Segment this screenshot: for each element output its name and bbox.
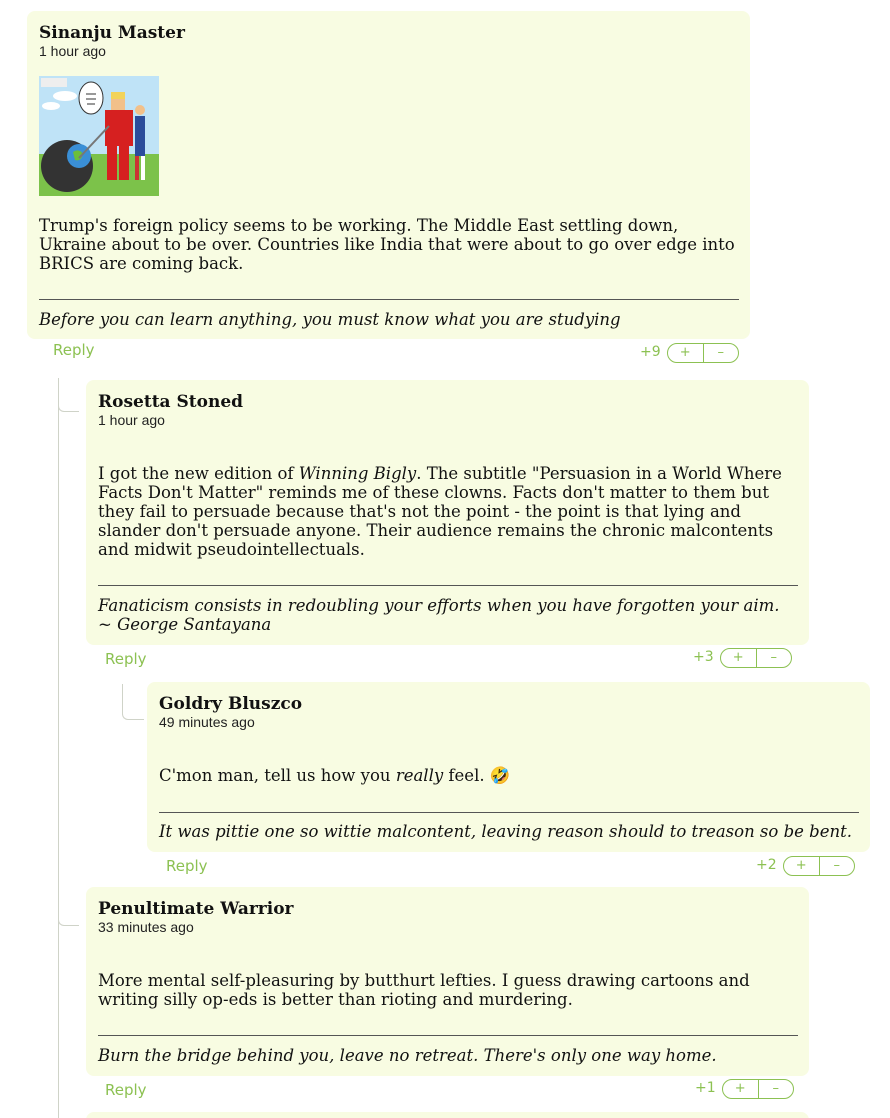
thread-elbow [58, 378, 79, 412]
comment-score: +2 [756, 857, 777, 873]
comment-signature: Fanaticism consists in redoubling your efforts when you have forgotten your aim. ~ George Santayana [98, 596, 780, 634]
comment-timestamp[interactable]: 33 minutes ago [98, 919, 194, 935]
vote-control [783, 856, 855, 876]
comment-body: I got the new edition of Winning Bigly. The subtitle "Persuasion in a World Where Facts Don't Matter" reminds me of these clowns. Facts don't matter to them but they fail to persuade because that's not the point - the point is that lying and slander don't persuade anyone. Their audience remains the chronic malcontents and midwit pseudointellectuals. [98, 464, 782, 559]
comment-body: Trump's foreign policy seems to be working. The Middle East settling down, Ukraine about to be over. Countries like India that were about to go over edge into BRICS are coming back. [39, 216, 735, 273]
vote-control [720, 648, 792, 668]
signature-divider [98, 1035, 798, 1036]
upvote-button[interactable]: + [679, 345, 691, 360]
upvote-button[interactable]: + [734, 1081, 746, 1096]
comment-score: +3 [693, 649, 714, 665]
comment-timestamp[interactable]: 1 hour ago [39, 43, 106, 59]
comment-score: +1 [695, 1080, 716, 1096]
downvote-button[interactable]: – [819, 857, 855, 875]
comment-card [86, 887, 809, 1076]
comment-card [147, 682, 870, 852]
comment-author[interactable]: Rosetta Stoned [98, 392, 244, 412]
comment-card [86, 380, 809, 645]
comment-timestamp[interactable]: 1 hour ago [98, 412, 165, 428]
reply-button[interactable]: Reply [105, 650, 147, 668]
cartoon-image[interactable] [39, 76, 159, 196]
reply-button[interactable]: Reply [53, 341, 95, 359]
downvote-button[interactable]: – [756, 649, 792, 667]
upvote-button[interactable]: + [795, 858, 807, 873]
reply-button[interactable]: Reply [166, 857, 208, 875]
thread-line [58, 378, 59, 1118]
reply-button[interactable]: Reply [105, 1081, 147, 1099]
comment-body: C'mon man, tell us how you really feel. 🤣 [159, 766, 511, 785]
thread-elbow [122, 684, 144, 720]
comment-signature: It was pittie one so wittie malcontent, leaving reason should to treason so be bent. [159, 822, 852, 841]
vote-control [667, 343, 739, 363]
thread-elbow [58, 890, 79, 926]
comment-signature: Burn the bridge behind you, leave no retreat. There's only one way home. [98, 1046, 717, 1065]
comment-body: More mental self-pleasuring by butthurt lefties. I guess drawing cartoons and writing silly op-eds is better than rioting and murdering. [98, 971, 750, 1009]
comment-author[interactable]: Sinanju Master [39, 23, 185, 43]
downvote-button[interactable]: – [703, 344, 739, 362]
comment-author[interactable]: Penultimate Warrior [98, 899, 294, 919]
comment-card [86, 1112, 809, 1118]
signature-divider [159, 812, 859, 813]
vote-control [722, 1079, 794, 1099]
signature-divider [39, 299, 739, 300]
comment-timestamp[interactable]: 49 minutes ago [159, 714, 255, 730]
upvote-button[interactable]: + [732, 650, 744, 665]
comment-author[interactable]: Goldry Bluszco [159, 694, 303, 714]
comment-signature: Before you can learn anything, you must know what you are studying [39, 310, 621, 329]
downvote-button[interactable]: – [758, 1080, 794, 1098]
comment-score: +9 [640, 344, 661, 360]
signature-divider [98, 585, 798, 586]
